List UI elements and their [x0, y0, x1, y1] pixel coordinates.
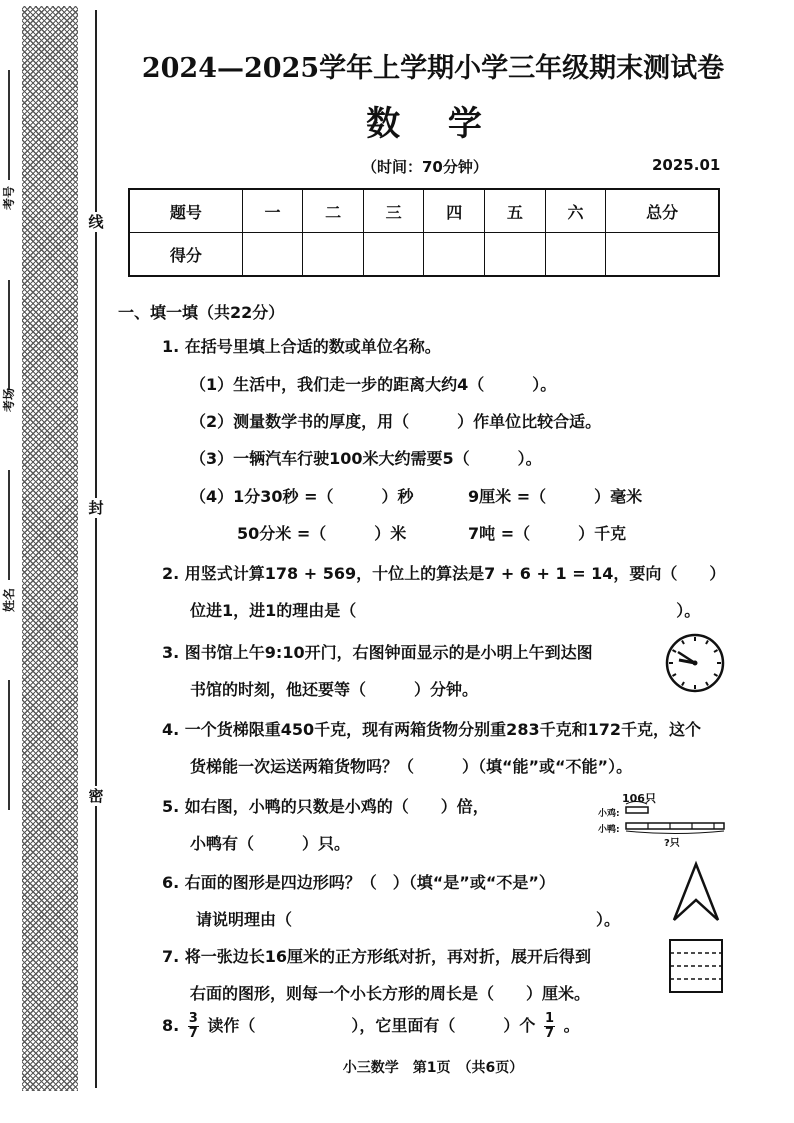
question-8-end: 。 [563, 1016, 580, 1035]
question-2a: 2. 用竖式计算178 + 569，十位上的算法是7 + 6 + 1 = 14，要向（ ） [162, 564, 726, 583]
exam-title: 2024—2025学年上学期小学三年级期末测试卷 [141, 53, 725, 84]
question-3b: 书馆的时刻，他还要等（ ）分钟。 [190, 680, 479, 699]
score-input-cell[interactable] [606, 233, 719, 277]
score-cell: 一 [242, 189, 303, 233]
question-1-4d: 7吨 =（ ）千克 [468, 524, 627, 543]
page-footer: 小三数学 第1页 （共6页） [342, 1060, 524, 1076]
score-input-cell[interactable] [424, 233, 485, 277]
question-1-3: （3）一辆汽车行驶100米大约需要5（ ）。 [190, 449, 542, 468]
binding-line [95, 10, 97, 1088]
score-cell: 二 [303, 189, 364, 233]
score-row-label: 得分 [129, 233, 242, 277]
bar-diagram [620, 800, 728, 836]
question-7b: 右面的图形，则每一个小长方形的周长是（ ）厘米。 [190, 984, 591, 1003]
fig-label-chicks-count: 106只 [622, 792, 656, 805]
question-1-4c: 50分米 =（ ）米 [237, 524, 407, 543]
question-4b: 货梯能一次运送两箱货物吗？（ ）（填“能”或“不能”）。 [190, 757, 633, 776]
question-3a: 3. 图书馆上午9:10开门，右图钟面显示的是小明上午到达图 [162, 643, 593, 662]
side-label-name: 姓名 [2, 587, 16, 612]
side-label-exam-number: 考号 [2, 185, 16, 210]
fraction-one-seventh [544, 1012, 555, 1041]
fraction-three-sevenths [188, 1012, 199, 1041]
score-cell: 四 [424, 189, 485, 233]
question-1-4b: 9厘米 =（ ）毫米 [468, 487, 643, 506]
binding-mark-secret: 密 [86, 786, 106, 806]
score-cell: 总分 [606, 189, 719, 233]
question-8 [162, 1012, 580, 1041]
side-rule-1 [8, 70, 10, 180]
score-input-cell[interactable] [363, 233, 424, 277]
fig-label-chicks: 小鸡: [598, 809, 620, 819]
question-1-4a: （4）1分30秒 =（ ）秒 [190, 487, 414, 506]
question-7a: 7. 将一张边长16厘米的正方形纸对折，再对折，展开后得到 [162, 947, 592, 966]
side-rule-4 [8, 680, 10, 810]
fraction-denominator: 7 [188, 1026, 198, 1041]
side-rule-2 [8, 280, 10, 390]
score-table [128, 188, 720, 277]
question-5b: 小鸭有（ ）只。 [190, 834, 351, 853]
fig-label-ducks: 小鸭: [598, 825, 620, 835]
side-label-exam-room: 考场 [2, 387, 16, 412]
binding-mark-seal: 封 [86, 498, 106, 518]
question-4a: 4. 一个货梯限重450千克，现有两箱货物分别重283千克和172千克，这个 [162, 720, 701, 739]
binding-mark-line: 线 [86, 212, 106, 232]
score-table-score-row [129, 233, 719, 277]
score-cell: 六 [545, 189, 606, 233]
score-table-header-row [129, 189, 719, 233]
fraction-denominator: 7 [545, 1026, 555, 1041]
score-input-cell[interactable] [485, 233, 546, 277]
section-heading: 一、填一填（共22分） [118, 303, 285, 322]
folded-square-figure [668, 938, 724, 994]
question-6a: 6. 右面的图形是四边形吗？（ ）（填“是”或“不是”） [162, 873, 555, 892]
question-5a: 5. 如右图，小鸭的只数是小鸡的（ ）倍， [162, 797, 489, 816]
question-8-number: 8. [162, 1016, 180, 1035]
score-input-cell[interactable] [545, 233, 606, 277]
question-1-2: （2）测量数学书的厚度，用（ ）作单位比较合适。 [190, 412, 602, 431]
time-note: （时间：70分钟） [362, 158, 488, 176]
side-rule-3 [8, 470, 10, 580]
question-6b: 请说明理由（ ）。 [196, 910, 621, 929]
score-cell: 三 [363, 189, 424, 233]
subject-title: 数 学 [366, 104, 500, 144]
score-input-cell[interactable] [303, 233, 364, 277]
arrowhead-shape [670, 860, 722, 926]
question-1: 1. 在括号里填上合适的数或单位名称。 [162, 337, 441, 356]
question-2b: 位进1，进1的理由是（ ）。 [190, 601, 701, 620]
clock-icon [664, 632, 726, 694]
exam-date: 2025.01 [652, 156, 721, 174]
score-input-cell[interactable] [242, 233, 303, 277]
fig-label-ducks-unknown: ?只 [664, 838, 680, 849]
binding-pattern [22, 6, 78, 1091]
score-cell: 题号 [129, 189, 242, 233]
fraction-numerator: 3 [188, 1011, 198, 1026]
question-1-1: （1）生活中，我们走一步的距离大约4（ ）。 [190, 375, 557, 394]
question-8-text: 读作（ ），它里面有（ ）个 [207, 1016, 536, 1035]
fraction-numerator: 1 [545, 1011, 555, 1026]
score-cell: 五 [485, 189, 546, 233]
